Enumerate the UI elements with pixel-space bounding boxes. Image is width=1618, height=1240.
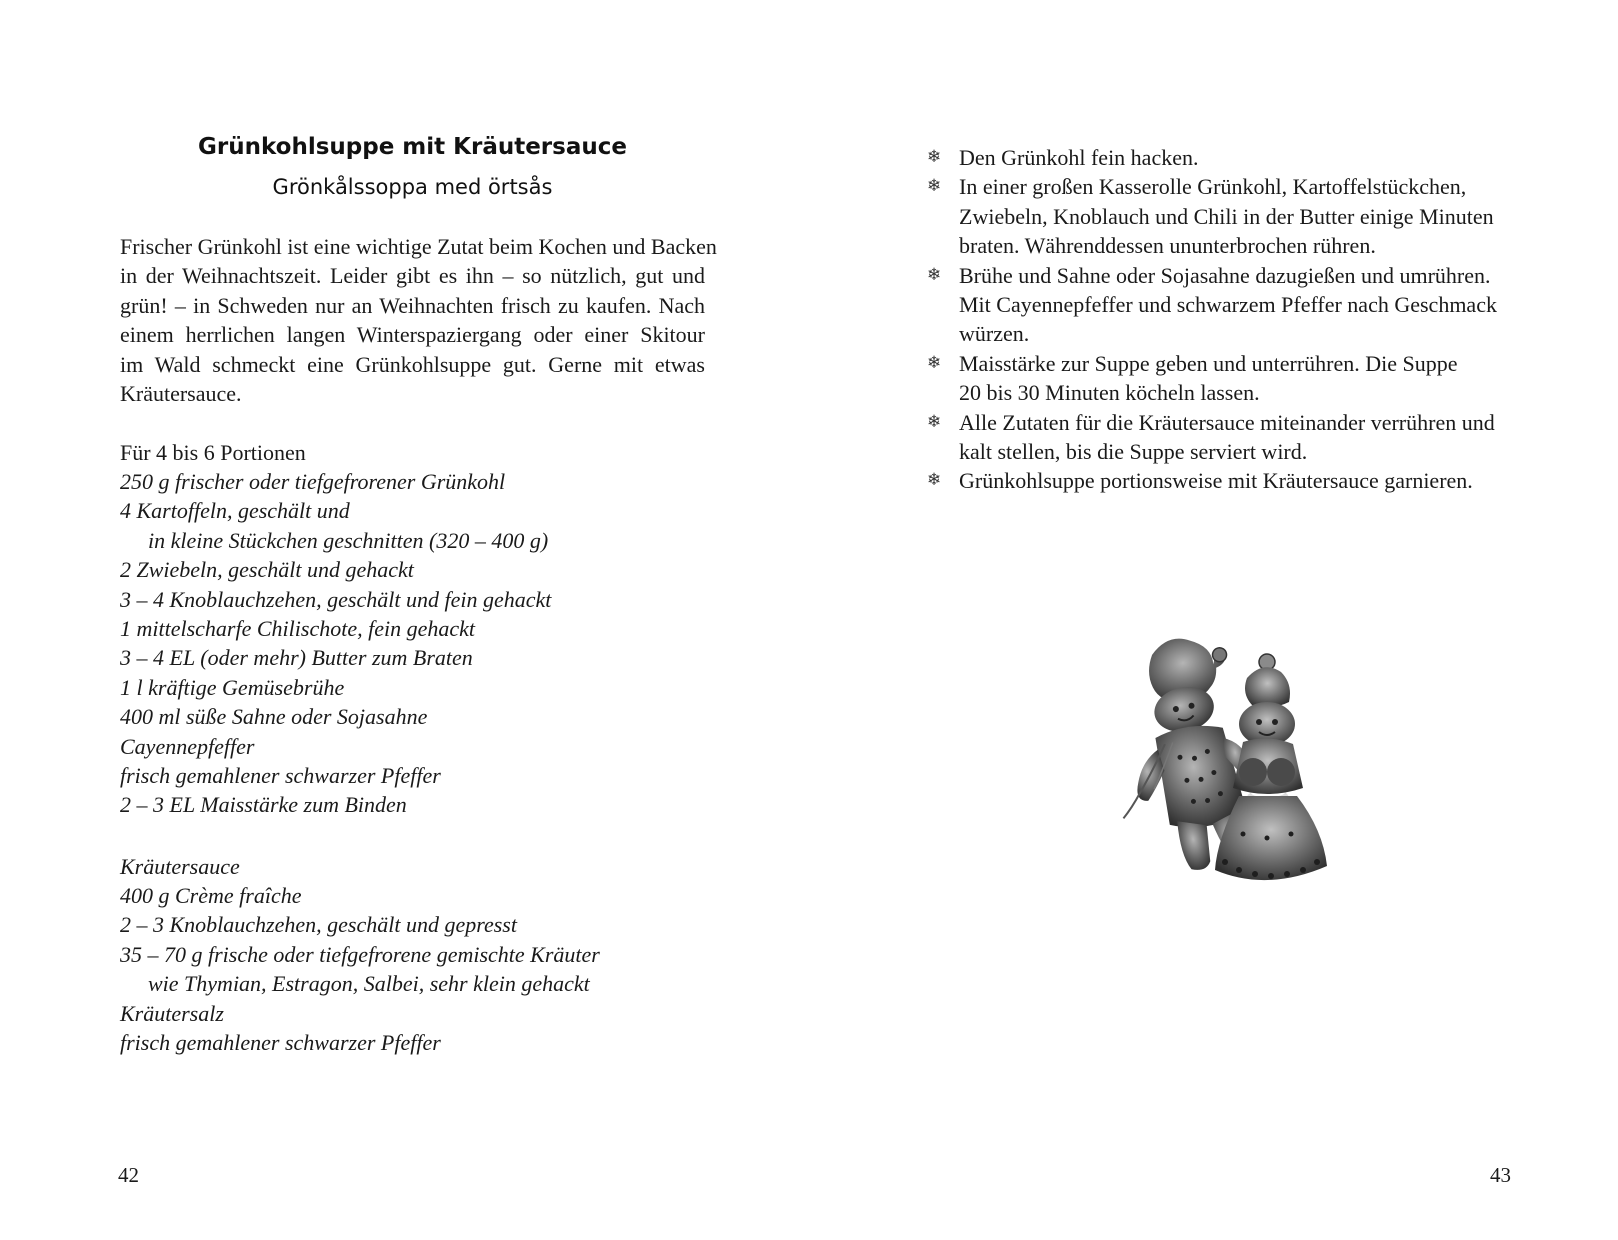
ingredient-list bbox=[120, 467, 740, 820]
instruction-line: Maisstärke zur Suppe geben und unterrühren. Die Suppe bbox=[959, 350, 1458, 376]
intro-line: Frischer Grünkohl ist eine wichtige Zutat beim Kochen und Backen bbox=[120, 234, 717, 259]
instruction-step-text bbox=[959, 143, 1527, 172]
sauce-heading: Kräutersauce bbox=[120, 854, 240, 879]
intro-line: einem herrlichen langen Winterspaziergang oder einer Skitour bbox=[120, 322, 705, 348]
intro-line: grün! – in Schweden nur an Weihnachten frisch zu kaufen. Nach bbox=[120, 292, 705, 318]
instruction-line: In einer großen Kasserolle Grünkohl, Kartoffelstückchen, bbox=[959, 174, 1467, 200]
gingerbread-illustration-svg bbox=[1067, 630, 1387, 930]
gingerbread-figures-illustration bbox=[1067, 630, 1387, 930]
sauce-ingredient-item: frisch gemahlener schwarzer Pfeffer bbox=[120, 1030, 441, 1056]
recipe-subtitle-swedish: Grönkålssoppa med örtsås bbox=[272, 175, 553, 199]
intro-line: in der Weihnachtszeit. Leider gibt es ihn – so nützlich, gut und bbox=[120, 263, 705, 289]
instruction-line: 20 bis 30 Minuten köcheln lassen. bbox=[959, 380, 1260, 406]
page-number: 43 bbox=[1490, 1163, 1511, 1187]
instruction-step bbox=[927, 349, 1527, 408]
instruction-step bbox=[927, 143, 1527, 172]
snowflake-icon: ❄ bbox=[927, 470, 942, 491]
instruction-line: Alle Zutaten für die Kräutersauce miteinander verrühren und bbox=[959, 409, 1495, 435]
sauce-ingredient-item: 400 g Crème fraîche bbox=[120, 883, 302, 908]
recipe-title: Grünkohlsuppe mit Kräutersauce bbox=[198, 134, 627, 160]
snowflake-icon: ❄ bbox=[927, 352, 942, 373]
sauce-ingredient-item: 2 – 3 Knoblauchzehen, geschält und gepresst bbox=[120, 912, 517, 938]
instruction-step bbox=[927, 261, 1527, 349]
ingredient-item: 3 – 4 EL (oder mehr) Butter zum Braten bbox=[120, 645, 473, 671]
snowflake-icon: ❄ bbox=[927, 147, 942, 167]
ingredient-item: 2 Zwiebeln, geschält und gehackt bbox=[120, 557, 414, 583]
ingredient-item: 1 l kräftige Gemüsebrühe bbox=[120, 674, 345, 700]
ingredient-item: 3 – 4 Knoblauchzehen, geschält und fein gehackt bbox=[120, 586, 552, 612]
snowflake-icon: ❄ bbox=[927, 411, 942, 432]
instruction-step-text bbox=[959, 408, 1527, 467]
instruction-step bbox=[927, 408, 1527, 467]
instruction-line: Zwiebeln, Knoblauch und Chili in der Butter einige Minuten bbox=[959, 203, 1494, 229]
ingredient-item: in kleine Stückchen geschnitten (320 – 400 g) bbox=[148, 527, 549, 553]
snowflake-icon: ❄ bbox=[927, 176, 942, 197]
page-number: 42 bbox=[118, 1163, 139, 1187]
ingredient-item: 4 Kartoffeln, geschält und bbox=[120, 498, 350, 524]
instruction-step-text bbox=[959, 172, 1527, 260]
intro-line: Kräutersauce. bbox=[120, 381, 242, 407]
instruction-steps bbox=[927, 143, 1527, 496]
instruction-line: Brühe und Sahne oder Sojasahne dazugießen und umrühren. bbox=[959, 262, 1491, 288]
intro-line: im Wald schmeckt eine Grünkohlsuppe gut. Gerne mit etwas bbox=[120, 351, 705, 377]
instruction-step bbox=[927, 172, 1527, 260]
instruction-step-text bbox=[959, 466, 1527, 495]
sauce-ingredient-item: Kräutersalz bbox=[120, 1000, 224, 1026]
instruction-line: Den Grünkohl fein hacken. bbox=[959, 145, 1199, 170]
ingredient-item: 400 ml süße Sahne oder Sojasahne bbox=[120, 704, 428, 730]
instruction-line: Mit Cayennepfeffer und schwarzem Pfeffer nach Geschmack bbox=[959, 292, 1497, 318]
ingredient-item: 1 mittelscharfe Chilischote, fein gehackt bbox=[120, 616, 475, 642]
instruction-line: würzen. bbox=[959, 321, 1030, 347]
intro-paragraph bbox=[120, 232, 717, 408]
instruction-line: braten. Währenddessen ununterbrochen rühren. bbox=[959, 233, 1376, 259]
ingredient-item: 2 – 3 EL Maisstärke zum Binden bbox=[120, 792, 407, 818]
instruction-step bbox=[927, 466, 1527, 495]
ingredient-item: frisch gemahlener schwarzer Pfeffer bbox=[120, 763, 441, 789]
ingredient-item: Cayennepfeffer bbox=[120, 733, 255, 759]
instruction-line: Grünkohlsuppe portionsweise mit Kräutersauce garnieren. bbox=[959, 468, 1473, 494]
sauce-ingredient-item: 35 – 70 g frische oder tiefgefrorene gemischte Kräuter bbox=[120, 941, 600, 967]
portions-label: Für 4 bis 6 Portionen bbox=[120, 440, 306, 465]
instruction-line: kalt stellen, bis die Suppe serviert wird. bbox=[959, 439, 1308, 465]
sauce-ingredient-list bbox=[120, 881, 740, 1057]
instruction-step-text bbox=[959, 349, 1527, 408]
right-page bbox=[809, 0, 1618, 1240]
snowflake-icon: ❄ bbox=[927, 264, 942, 285]
instruction-step-text bbox=[959, 261, 1527, 349]
sauce-ingredient-item: wie Thymian, Estragon, Salbei, sehr klein gehackt bbox=[148, 971, 590, 997]
ingredient-item: 250 g frischer oder tiefgefrorener Grünkohl bbox=[120, 469, 506, 494]
